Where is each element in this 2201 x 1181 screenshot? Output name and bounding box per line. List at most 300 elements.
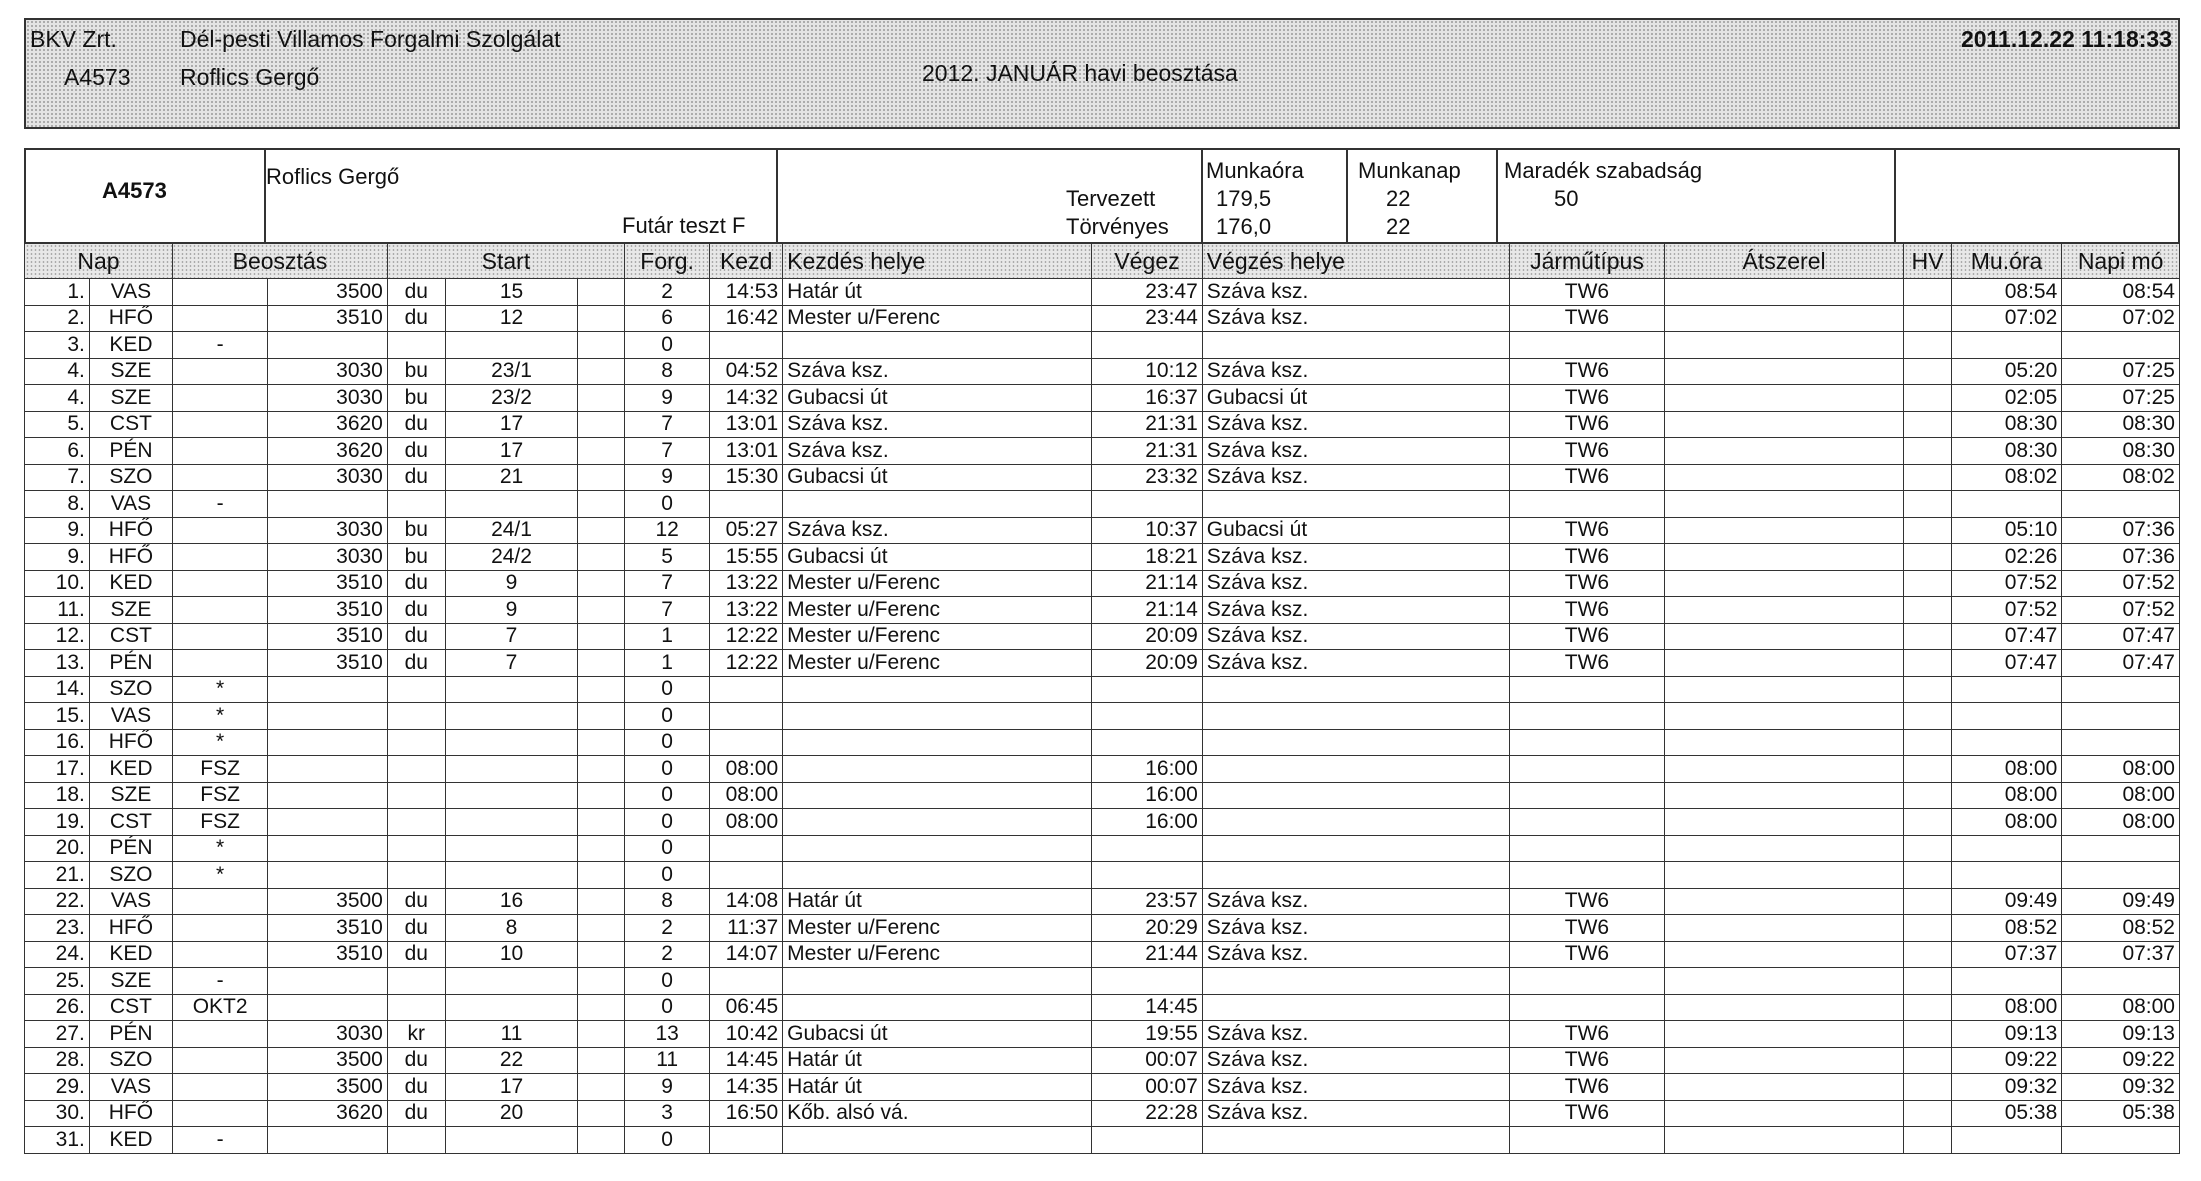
- cell-work-hours: 08:00: [1951, 809, 2061, 836]
- cell-daily-hours: [2062, 835, 2180, 862]
- summary-group: Futár teszt F: [622, 213, 746, 238]
- table-row: [25, 888, 2180, 915]
- cell-route-number: [268, 332, 388, 359]
- cell-begin-time: 10:42: [710, 1021, 783, 1048]
- table-row: [25, 305, 2180, 332]
- cell-hv: [1904, 1021, 1952, 1048]
- cell-begin-place: Gubacsi út: [783, 544, 1092, 571]
- cell-start-extra: [578, 941, 625, 968]
- cell-transfer: [1664, 915, 1903, 942]
- cell-weekday: PÉN: [89, 650, 172, 677]
- cell-daily-hours: [2062, 332, 2180, 359]
- cell-day-number: 29.: [25, 1074, 90, 1101]
- cell-daily-hours: 07:37: [2062, 941, 2180, 968]
- cell-rotation: 13: [625, 1021, 710, 1048]
- cell-begin-place: Gubacsi út: [783, 1021, 1092, 1048]
- cell-work-hours: 07:37: [1951, 941, 2061, 968]
- cell-start-extra: [578, 915, 625, 942]
- cell-rotation: 0: [625, 1127, 710, 1154]
- cell-start-extra: [578, 968, 625, 995]
- cell-assignment-code: [172, 411, 267, 438]
- cell-shift-type: du: [387, 305, 445, 332]
- cell-weekday: SZE: [89, 597, 172, 624]
- table-row: [25, 782, 2180, 809]
- col-header-start: Start: [387, 243, 624, 279]
- cell-rotation: 0: [625, 835, 710, 862]
- cell-assignment-code: [172, 464, 267, 491]
- cell-end-time: 18:21: [1092, 544, 1202, 571]
- cell-end-time: 10:12: [1092, 358, 1202, 385]
- cell-route-number: 3510: [268, 650, 388, 677]
- cell-start-number: [445, 809, 578, 836]
- cell-end-place: [1202, 809, 1509, 836]
- cell-begin-time: 05:27: [710, 517, 783, 544]
- cell-start-extra: [578, 862, 625, 889]
- cell-weekday: CST: [89, 994, 172, 1021]
- cell-begin-place: Mester u/Ferenc: [783, 570, 1092, 597]
- cell-begin-place: Száva ksz.: [783, 411, 1092, 438]
- table-row: [25, 676, 2180, 703]
- cell-start-number: [445, 835, 578, 862]
- cell-assignment-code: OKT2: [172, 994, 267, 1021]
- cell-end-place: [1202, 756, 1509, 783]
- cell-work-hours: 08:00: [1951, 994, 2061, 1021]
- cell-rotation: 9: [625, 464, 710, 491]
- cell-rotation: 0: [625, 782, 710, 809]
- cell-end-time: 21:31: [1092, 438, 1202, 465]
- cell-start-extra: [578, 703, 625, 730]
- cell-begin-time: 15:30: [710, 464, 783, 491]
- cell-end-place: [1202, 1127, 1509, 1154]
- cell-route-number: 3510: [268, 915, 388, 942]
- cell-shift-type: du: [387, 570, 445, 597]
- cell-rotation: 0: [625, 862, 710, 889]
- cell-daily-hours: 07:36: [2062, 517, 2180, 544]
- cell-assignment-code: [172, 544, 267, 571]
- cell-end-time: 20:29: [1092, 915, 1202, 942]
- cell-weekday: VAS: [89, 279, 172, 306]
- cell-hv: [1904, 650, 1952, 677]
- cell-shift-type: [387, 835, 445, 862]
- cell-shift-type: [387, 809, 445, 836]
- cell-weekday: VAS: [89, 1074, 172, 1101]
- cell-assignment-code: [172, 1100, 267, 1127]
- cell-begin-place: Mester u/Ferenc: [783, 941, 1092, 968]
- cell-day-number: 17.: [25, 756, 90, 783]
- cell-work-hours: 05:10: [1951, 517, 2061, 544]
- cell-begin-time: 13:22: [710, 570, 783, 597]
- cell-route-number: [268, 756, 388, 783]
- cell-shift-type: [387, 968, 445, 995]
- cell-assignment-code: *: [172, 862, 267, 889]
- cell-weekday: HFŐ: [89, 305, 172, 332]
- cell-transfer: [1664, 650, 1903, 677]
- col-header-transfer: Átszerel: [1664, 243, 1903, 279]
- cell-daily-hours: 07:47: [2062, 623, 2180, 650]
- cell-start-number: 7: [445, 650, 578, 677]
- cell-end-place: Gubacsi út: [1202, 385, 1509, 412]
- cell-day-number: 7.: [25, 464, 90, 491]
- cell-hv: [1904, 915, 1952, 942]
- cell-route-number: [268, 703, 388, 730]
- cell-day-number: 26.: [25, 994, 90, 1021]
- cell-begin-time: [710, 729, 783, 756]
- cell-route-number: 3030: [268, 1021, 388, 1048]
- cell-start-number: 24/2: [445, 544, 578, 571]
- cell-daily-hours: 07:52: [2062, 570, 2180, 597]
- table-row: [25, 358, 2180, 385]
- cell-transfer: [1664, 544, 1903, 571]
- cell-end-place: Száva ksz.: [1202, 570, 1509, 597]
- cell-vehicle-type: TW6: [1509, 385, 1664, 412]
- cell-vehicle-type: [1509, 332, 1664, 359]
- cell-end-time: 16:00: [1092, 756, 1202, 783]
- cell-shift-type: du: [387, 623, 445, 650]
- legal-label: Törvényes: [1066, 214, 1169, 239]
- cell-begin-place: Gubacsi út: [783, 385, 1092, 412]
- cell-end-time: [1092, 729, 1202, 756]
- summary-employee-id: A4573: [102, 178, 167, 203]
- cell-begin-place: [783, 968, 1092, 995]
- cell-hv: [1904, 438, 1952, 465]
- table-row: [25, 464, 2180, 491]
- cell-begin-time: [710, 835, 783, 862]
- cell-route-number: 3030: [268, 464, 388, 491]
- cell-work-hours: 09:22: [1951, 1047, 2061, 1074]
- cell-start-extra: [578, 1047, 625, 1074]
- cell-route-number: [268, 835, 388, 862]
- cell-begin-place: Mester u/Ferenc: [783, 650, 1092, 677]
- cell-hv: [1904, 809, 1952, 836]
- cell-rotation: 0: [625, 968, 710, 995]
- cell-start-extra: [578, 782, 625, 809]
- cell-start-number: [445, 676, 578, 703]
- cell-end-place: [1202, 862, 1509, 889]
- cell-assignment-code: [172, 650, 267, 677]
- cell-end-place: Gubacsi út: [1202, 517, 1509, 544]
- cell-begin-time: 13:01: [710, 411, 783, 438]
- cell-day-number: 1.: [25, 279, 90, 306]
- cell-route-number: 3500: [268, 888, 388, 915]
- cell-day-number: 2.: [25, 305, 90, 332]
- planned-hours: 179,5: [1216, 186, 1272, 211]
- cell-shift-type: bu: [387, 517, 445, 544]
- cell-day-number: 24.: [25, 941, 90, 968]
- cell-begin-place: [783, 862, 1092, 889]
- cell-start-number: 20: [445, 1100, 578, 1127]
- cell-vehicle-type: TW6: [1509, 279, 1664, 306]
- cell-begin-place: Határ út: [783, 279, 1092, 306]
- cell-end-time: 16:00: [1092, 782, 1202, 809]
- cell-start-number: [445, 994, 578, 1021]
- cell-hv: [1904, 1127, 1952, 1154]
- cell-begin-time: 15:55: [710, 544, 783, 571]
- cell-assignment-code: -: [172, 1127, 267, 1154]
- table-row: [25, 1127, 2180, 1154]
- cell-begin-time: 14:32: [710, 385, 783, 412]
- cell-end-time: 00:07: [1092, 1074, 1202, 1101]
- cell-route-number: [268, 491, 388, 518]
- cell-begin-time: 08:00: [710, 809, 783, 836]
- cell-daily-hours: 09:49: [2062, 888, 2180, 915]
- cell-end-place: Száva ksz.: [1202, 305, 1509, 332]
- cell-begin-time: 11:37: [710, 915, 783, 942]
- cell-day-number: 9.: [25, 544, 90, 571]
- cell-end-place: Száva ksz.: [1202, 623, 1509, 650]
- cell-work-hours: [1951, 1127, 2061, 1154]
- cell-work-hours: 05:38: [1951, 1100, 2061, 1127]
- cell-start-extra: [578, 994, 625, 1021]
- cell-weekday: SZE: [89, 385, 172, 412]
- cell-end-time: 23:47: [1092, 279, 1202, 306]
- cell-assignment-code: [172, 1074, 267, 1101]
- cell-weekday: CST: [89, 623, 172, 650]
- cell-weekday: HFŐ: [89, 915, 172, 942]
- company-name: BKV Zrt.: [30, 26, 117, 52]
- cell-hv: [1904, 756, 1952, 783]
- cell-end-place: Száva ksz.: [1202, 464, 1509, 491]
- cell-daily-hours: 09:32: [2062, 1074, 2180, 1101]
- cell-shift-type: du: [387, 464, 445, 491]
- cell-vehicle-type: TW6: [1509, 411, 1664, 438]
- cell-transfer: [1664, 1127, 1903, 1154]
- cell-shift-type: du: [387, 1100, 445, 1127]
- cell-shift-type: [387, 1127, 445, 1154]
- cell-start-number: 21: [445, 464, 578, 491]
- cell-vehicle-type: TW6: [1509, 517, 1664, 544]
- cell-daily-hours: 07:36: [2062, 544, 2180, 571]
- cell-begin-place: Mester u/Ferenc: [783, 623, 1092, 650]
- cell-assignment-code: *: [172, 835, 267, 862]
- cell-start-extra: [578, 570, 625, 597]
- cell-start-number: 8: [445, 915, 578, 942]
- cell-start-extra: [578, 1021, 625, 1048]
- cell-begin-place: Határ út: [783, 1074, 1092, 1101]
- cell-end-place: Száva ksz.: [1202, 597, 1509, 624]
- cell-vehicle-type: TW6: [1509, 888, 1664, 915]
- cell-assignment-code: [172, 597, 267, 624]
- cell-start-number: 10: [445, 941, 578, 968]
- cell-hv: [1904, 862, 1952, 889]
- cell-start-extra: [578, 544, 625, 571]
- cell-end-time: [1092, 676, 1202, 703]
- cell-hv: [1904, 491, 1952, 518]
- col-header-begin-place: Kezdés helye: [783, 243, 1092, 279]
- cell-rotation: 3: [625, 1100, 710, 1127]
- cell-hv: [1904, 1047, 1952, 1074]
- cell-daily-hours: 07:47: [2062, 650, 2180, 677]
- cell-day-number: 4.: [25, 385, 90, 412]
- cell-start-number: 11: [445, 1021, 578, 1048]
- cell-begin-time: 14:35: [710, 1074, 783, 1101]
- cell-transfer: [1664, 597, 1903, 624]
- cell-work-hours: 05:20: [1951, 358, 2061, 385]
- print-timestamp: 2011.12.22 11:18:33: [1960, 26, 2172, 52]
- cell-vehicle-type: [1509, 729, 1664, 756]
- cell-start-extra: [578, 1100, 625, 1127]
- cell-vehicle-type: [1509, 703, 1664, 730]
- cell-hv: [1904, 994, 1952, 1021]
- cell-daily-hours: 07:25: [2062, 385, 2180, 412]
- cell-assignment-code: [172, 385, 267, 412]
- cell-day-number: 20.: [25, 835, 90, 862]
- cell-begin-place: [783, 782, 1092, 809]
- cell-rotation: 0: [625, 994, 710, 1021]
- table-row: [25, 915, 2180, 942]
- cell-rotation: 9: [625, 385, 710, 412]
- cell-work-hours: [1951, 491, 2061, 518]
- cell-begin-time: 12:22: [710, 623, 783, 650]
- cell-rotation: 5: [625, 544, 710, 571]
- cell-end-time: 20:09: [1092, 650, 1202, 677]
- cell-work-hours: 08:00: [1951, 782, 2061, 809]
- cell-rotation: 7: [625, 411, 710, 438]
- cell-route-number: 3030: [268, 385, 388, 412]
- col-header-daily-hours: Napi mó: [2062, 243, 2180, 279]
- cell-end-time: 21:14: [1092, 597, 1202, 624]
- cell-begin-place: [783, 1127, 1092, 1154]
- cell-begin-place: Mester u/Ferenc: [783, 915, 1092, 942]
- col-header-end: Végez: [1092, 243, 1202, 279]
- cell-shift-type: du: [387, 411, 445, 438]
- cell-weekday: VAS: [89, 703, 172, 730]
- cell-rotation: 0: [625, 703, 710, 730]
- cell-end-place: Száva ksz.: [1202, 1047, 1509, 1074]
- cell-route-number: 3500: [268, 279, 388, 306]
- cell-end-time: 14:45: [1092, 994, 1202, 1021]
- cell-work-hours: [1951, 703, 2061, 730]
- cell-start-extra: [578, 623, 625, 650]
- cell-day-number: 8.: [25, 491, 90, 518]
- cell-work-hours: [1951, 968, 2061, 995]
- cell-end-place: [1202, 703, 1509, 730]
- cell-daily-hours: 09:13: [2062, 1021, 2180, 1048]
- cell-day-number: 25.: [25, 968, 90, 995]
- cell-rotation: 0: [625, 756, 710, 783]
- cell-hv: [1904, 1100, 1952, 1127]
- cell-vehicle-type: TW6: [1509, 1074, 1664, 1101]
- cell-daily-hours: [2062, 968, 2180, 995]
- cell-end-place: [1202, 968, 1509, 995]
- cell-rotation: 7: [625, 438, 710, 465]
- col-header-work-hours: Mu.óra: [1951, 243, 2061, 279]
- col-header-hv: HV: [1904, 243, 1952, 279]
- cell-hv: [1904, 332, 1952, 359]
- cell-begin-time: [710, 332, 783, 359]
- cell-rotation: 7: [625, 597, 710, 624]
- cell-shift-type: [387, 703, 445, 730]
- table-row: [25, 703, 2180, 730]
- cell-day-number: 21.: [25, 862, 90, 889]
- cell-hv: [1904, 544, 1952, 571]
- cell-end-time: 23:32: [1092, 464, 1202, 491]
- cell-assignment-code: FSZ: [172, 809, 267, 836]
- cell-transfer: [1664, 994, 1903, 1021]
- cell-hv: [1904, 941, 1952, 968]
- cell-route-number: 3030: [268, 517, 388, 544]
- cell-transfer: [1664, 332, 1903, 359]
- cell-begin-time: 06:45: [710, 994, 783, 1021]
- header-banner: [24, 18, 2180, 129]
- cell-start-number: 12: [445, 305, 578, 332]
- cell-route-number: 3510: [268, 305, 388, 332]
- cell-transfer: [1664, 305, 1903, 332]
- cell-end-place: Száva ksz.: [1202, 1074, 1509, 1101]
- cell-end-time: [1092, 1127, 1202, 1154]
- cell-hv: [1904, 703, 1952, 730]
- cell-day-number: 31.: [25, 1127, 90, 1154]
- cell-hv: [1904, 888, 1952, 915]
- cell-begin-place: [783, 491, 1092, 518]
- cell-transfer: [1664, 782, 1903, 809]
- cell-end-time: [1092, 835, 1202, 862]
- cell-hv: [1904, 385, 1952, 412]
- cell-begin-time: 08:00: [710, 782, 783, 809]
- cell-end-time: [1092, 862, 1202, 889]
- cell-end-place: [1202, 994, 1509, 1021]
- cell-start-number: 7: [445, 623, 578, 650]
- cell-shift-type: du: [387, 1047, 445, 1074]
- cell-begin-place: Száva ksz.: [783, 517, 1092, 544]
- cell-transfer: [1664, 623, 1903, 650]
- cell-end-place: Száva ksz.: [1202, 941, 1509, 968]
- cell-route-number: [268, 968, 388, 995]
- cell-start-number: 9: [445, 570, 578, 597]
- cell-start-number: 23/1: [445, 358, 578, 385]
- table-row: [25, 385, 2180, 412]
- table-row: [25, 650, 2180, 677]
- cell-rotation: 0: [625, 332, 710, 359]
- cell-shift-type: du: [387, 915, 445, 942]
- cell-weekday: KED: [89, 1127, 172, 1154]
- cell-route-number: [268, 782, 388, 809]
- cell-assignment-code: *: [172, 729, 267, 756]
- cell-rotation: 9: [625, 1074, 710, 1101]
- cell-start-number: 22: [445, 1047, 578, 1074]
- cell-assignment-code: [172, 915, 267, 942]
- cell-begin-time: 14:53: [710, 279, 783, 306]
- cell-hv: [1904, 782, 1952, 809]
- cell-start-number: [445, 968, 578, 995]
- table-row: [25, 570, 2180, 597]
- cell-daily-hours: 08:00: [2062, 809, 2180, 836]
- cell-work-hours: 07:47: [1951, 650, 2061, 677]
- cell-hv: [1904, 358, 1952, 385]
- cell-end-place: Száva ksz.: [1202, 544, 1509, 571]
- cell-assignment-code: -: [172, 491, 267, 518]
- cell-rotation: 0: [625, 809, 710, 836]
- cell-route-number: 3620: [268, 411, 388, 438]
- cell-vehicle-type: [1509, 835, 1664, 862]
- cell-assignment-code: [172, 358, 267, 385]
- cell-work-hours: 08:30: [1951, 411, 2061, 438]
- cell-end-time: 20:09: [1092, 623, 1202, 650]
- cell-hv: [1904, 1074, 1952, 1101]
- cell-end-place: Száva ksz.: [1202, 279, 1509, 306]
- cell-begin-time: 14:08: [710, 888, 783, 915]
- cell-route-number: 3030: [268, 358, 388, 385]
- cell-route-number: 3030: [268, 544, 388, 571]
- cell-hv: [1904, 411, 1952, 438]
- table-row: [25, 968, 2180, 995]
- cell-shift-type: [387, 782, 445, 809]
- cell-weekday: SZE: [89, 358, 172, 385]
- col-header-end-place: Végzés helye: [1202, 243, 1509, 279]
- col-header-assignment: Beosztás: [172, 243, 387, 279]
- department-name: Dél-pesti Villamos Forgalmi Szolgálat: [180, 26, 561, 52]
- cell-daily-hours: 08:30: [2062, 411, 2180, 438]
- cell-begin-time: [710, 491, 783, 518]
